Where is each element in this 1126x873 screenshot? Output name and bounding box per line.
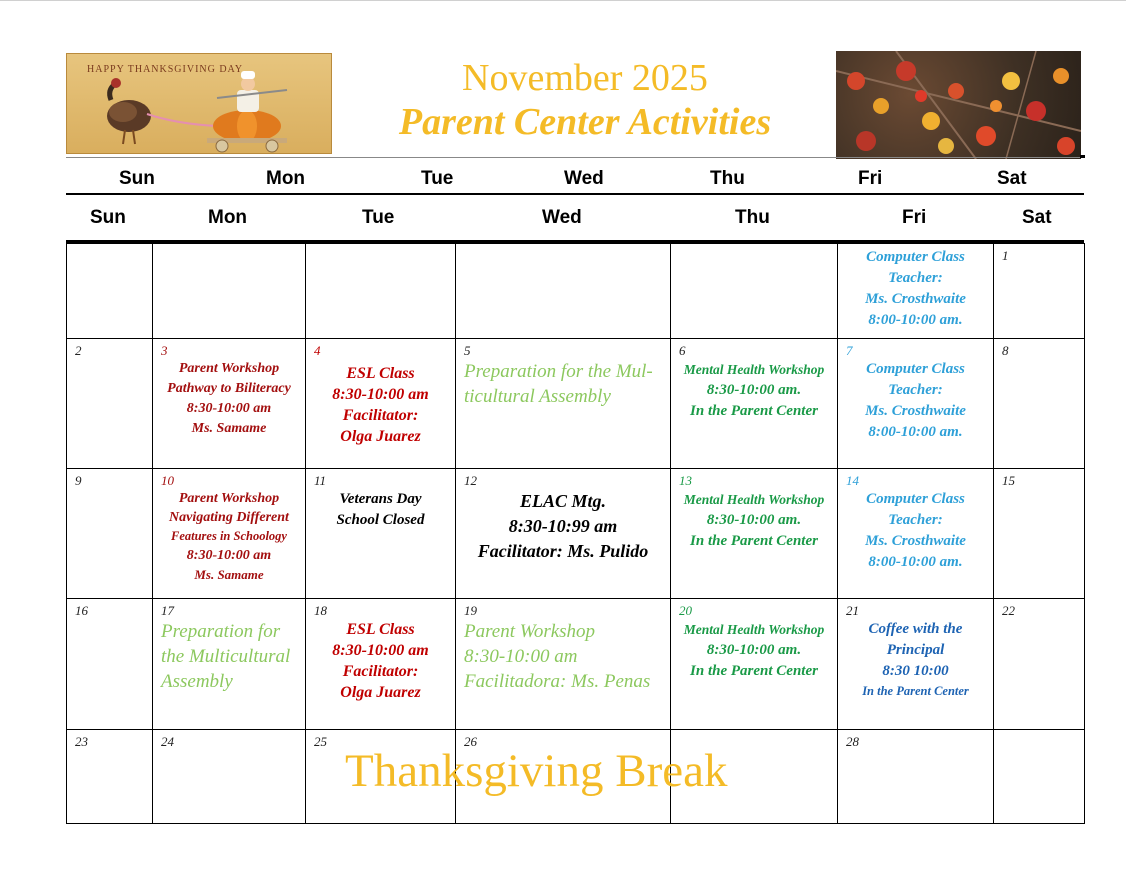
calendar-grid [66, 243, 1085, 824]
day-number: 25 [314, 734, 327, 749]
header-divider-stub [1080, 155, 1085, 158]
weekday-label: Sun [90, 207, 126, 228]
day-number: 11 [314, 473, 327, 488]
image-caption: HAPPY THANKSGIVING DAY [87, 64, 244, 75]
day-number: 19 [464, 603, 477, 618]
event-parent-workshop: Parent Workshop Pathway to Biliteracy 8:30-10:00 am Ms. Samame [167, 361, 291, 436]
event-parent-workshop: Parent Workshop Navigating Different Features in Schoology 8:30-10:00 am Ms. Samame [169, 491, 289, 582]
weekday-label: Tue [421, 168, 454, 189]
day-cell-empty [456, 244, 671, 339]
day-number: 17 [161, 603, 174, 618]
day-number: 14 [846, 473, 859, 488]
weekday-label: Mon [208, 207, 248, 228]
weekday-label: Fri [858, 168, 883, 189]
event-mental-health: Mental Health Workshop 8:30-10:00 am. In the Parent Center [683, 362, 825, 419]
day-number: 3 [161, 343, 168, 358]
day-number: 20 [679, 603, 692, 618]
day-cell-14 [838, 469, 994, 599]
day-cell-3 [153, 339, 306, 469]
thanksgiving-break-label: Thanksgiving Break [345, 745, 728, 797]
day-number: 1 [1002, 248, 1009, 263]
month-title: November 2025 [462, 57, 708, 99]
day-cell-13 [671, 469, 838, 599]
day-cell-7 [838, 339, 994, 469]
event-computer-class: Computer Class Teacher: Ms. Crosthwaite 8:00-10:00 am. [865, 361, 966, 440]
day-number: 26 [464, 734, 477, 749]
event-mental-health: Mental Health Workshop 8:30-10:00 am. In the Parent Center [683, 622, 825, 679]
event-parent-workshop: Parent Workshop 8:30-10:00 am Facilitadora: Ms. Penas [464, 621, 651, 692]
event-esl-class: ESL Class 8:30-10:00 am Facilitator: Olga Juarez [332, 621, 429, 701]
day-cell-16 [67, 599, 153, 730]
day-cell-10 [153, 469, 306, 599]
week-row [67, 244, 1085, 339]
day-cell-empty [67, 244, 153, 339]
day-cell-17 [153, 599, 306, 730]
day-number: 8 [1002, 343, 1009, 358]
event-elac-meeting: ELAC Mtg. 8:30-10:99 am Facilitator: Ms. Pulido [477, 491, 649, 561]
weekday-label: Tue [362, 207, 395, 228]
day-cell-empty [671, 244, 838, 339]
weekday-label: Mon [266, 168, 306, 189]
day-number: 9 [75, 473, 82, 488]
day-cell-21 [838, 599, 994, 730]
event-coffee-with-principal: Coffee with the Principal 8:30 10:00 In the Parent Center [862, 621, 969, 698]
day-number: 4 [314, 343, 321, 358]
day-number: 15 [1002, 473, 1015, 488]
day-cell-19 [456, 599, 671, 730]
top-border-line [0, 0, 1126, 1]
week-row [67, 599, 1085, 730]
day-cell-22 [994, 599, 1085, 730]
day-cell-12 [456, 469, 671, 599]
day-number: 12 [464, 473, 477, 488]
day-number: 24 [161, 734, 174, 749]
day-cell-23 [67, 730, 153, 824]
event-computer-class: Computer Class Teacher: Ms. Crosthwaite 8:00-10:00 am. [865, 249, 966, 328]
day-cell-fri-31 [838, 244, 994, 339]
autumn-leaves-image [836, 51, 1081, 159]
day-number: 6 [679, 343, 686, 358]
week-row [67, 469, 1085, 599]
day-cell-24 [153, 730, 306, 824]
day-number: 10 [161, 473, 174, 488]
weekday-label: Wed [564, 168, 604, 189]
day-cell-2 [67, 339, 153, 469]
weekday-label: Wed [542, 207, 582, 228]
page-subtitle: Parent Center Activities [398, 101, 772, 143]
day-cell-11 [306, 469, 456, 599]
event-esl-class: ESL Class 8:30-10:00 am Facilitator: Olga Juarez [332, 365, 429, 445]
event-preparation: Preparation for the Multicultural Assembly [161, 621, 291, 692]
thanksgiving-image [66, 53, 332, 154]
day-number: 13 [679, 473, 692, 488]
weekday-label: Thu [735, 207, 770, 228]
day-number: 23 [75, 734, 88, 749]
day-cell-28 [838, 730, 994, 824]
day-cell-6 [671, 339, 838, 469]
event-preparation: Preparation for the Mul- ticultural Assembly [464, 361, 653, 407]
day-cell-18 [306, 599, 456, 730]
day-cell-20 [671, 599, 838, 730]
day-number: 28 [846, 734, 859, 749]
weekday-label: Thu [710, 168, 745, 189]
day-cell-empty [306, 244, 456, 339]
day-cell-1 [994, 244, 1085, 339]
week-row [67, 339, 1085, 469]
event-computer-class: Computer Class Teacher: Ms. Crosthwaite 8:00-10:00 am. [865, 491, 966, 570]
day-cell-5 [456, 339, 671, 469]
day-number: 7 [846, 343, 853, 358]
weekday-label: Sat [1022, 207, 1052, 228]
day-cell-empty [153, 244, 306, 339]
day-cell-15 [994, 469, 1085, 599]
weekday-row-divider [66, 193, 1084, 195]
day-number: 2 [75, 343, 82, 358]
weekday-label: Sat [997, 168, 1027, 189]
day-cell-4 [306, 339, 456, 469]
header-divider [66, 157, 1084, 158]
day-number: 5 [464, 343, 471, 358]
day-cell-9 [67, 469, 153, 599]
day-cell-29 [994, 730, 1085, 824]
day-number: 16 [75, 603, 88, 618]
day-cell-8 [994, 339, 1085, 469]
day-number: 21 [846, 603, 859, 618]
weekday-label: Fri [902, 207, 927, 228]
event-veterans-day: Veterans Day School Closed [336, 491, 425, 528]
event-mental-health: Mental Health Workshop 8:30-10:00 am. In the Parent Center [683, 492, 825, 549]
weekday-label: Sun [119, 168, 155, 189]
day-number: 18 [314, 603, 327, 618]
day-number: 22 [1002, 603, 1015, 618]
